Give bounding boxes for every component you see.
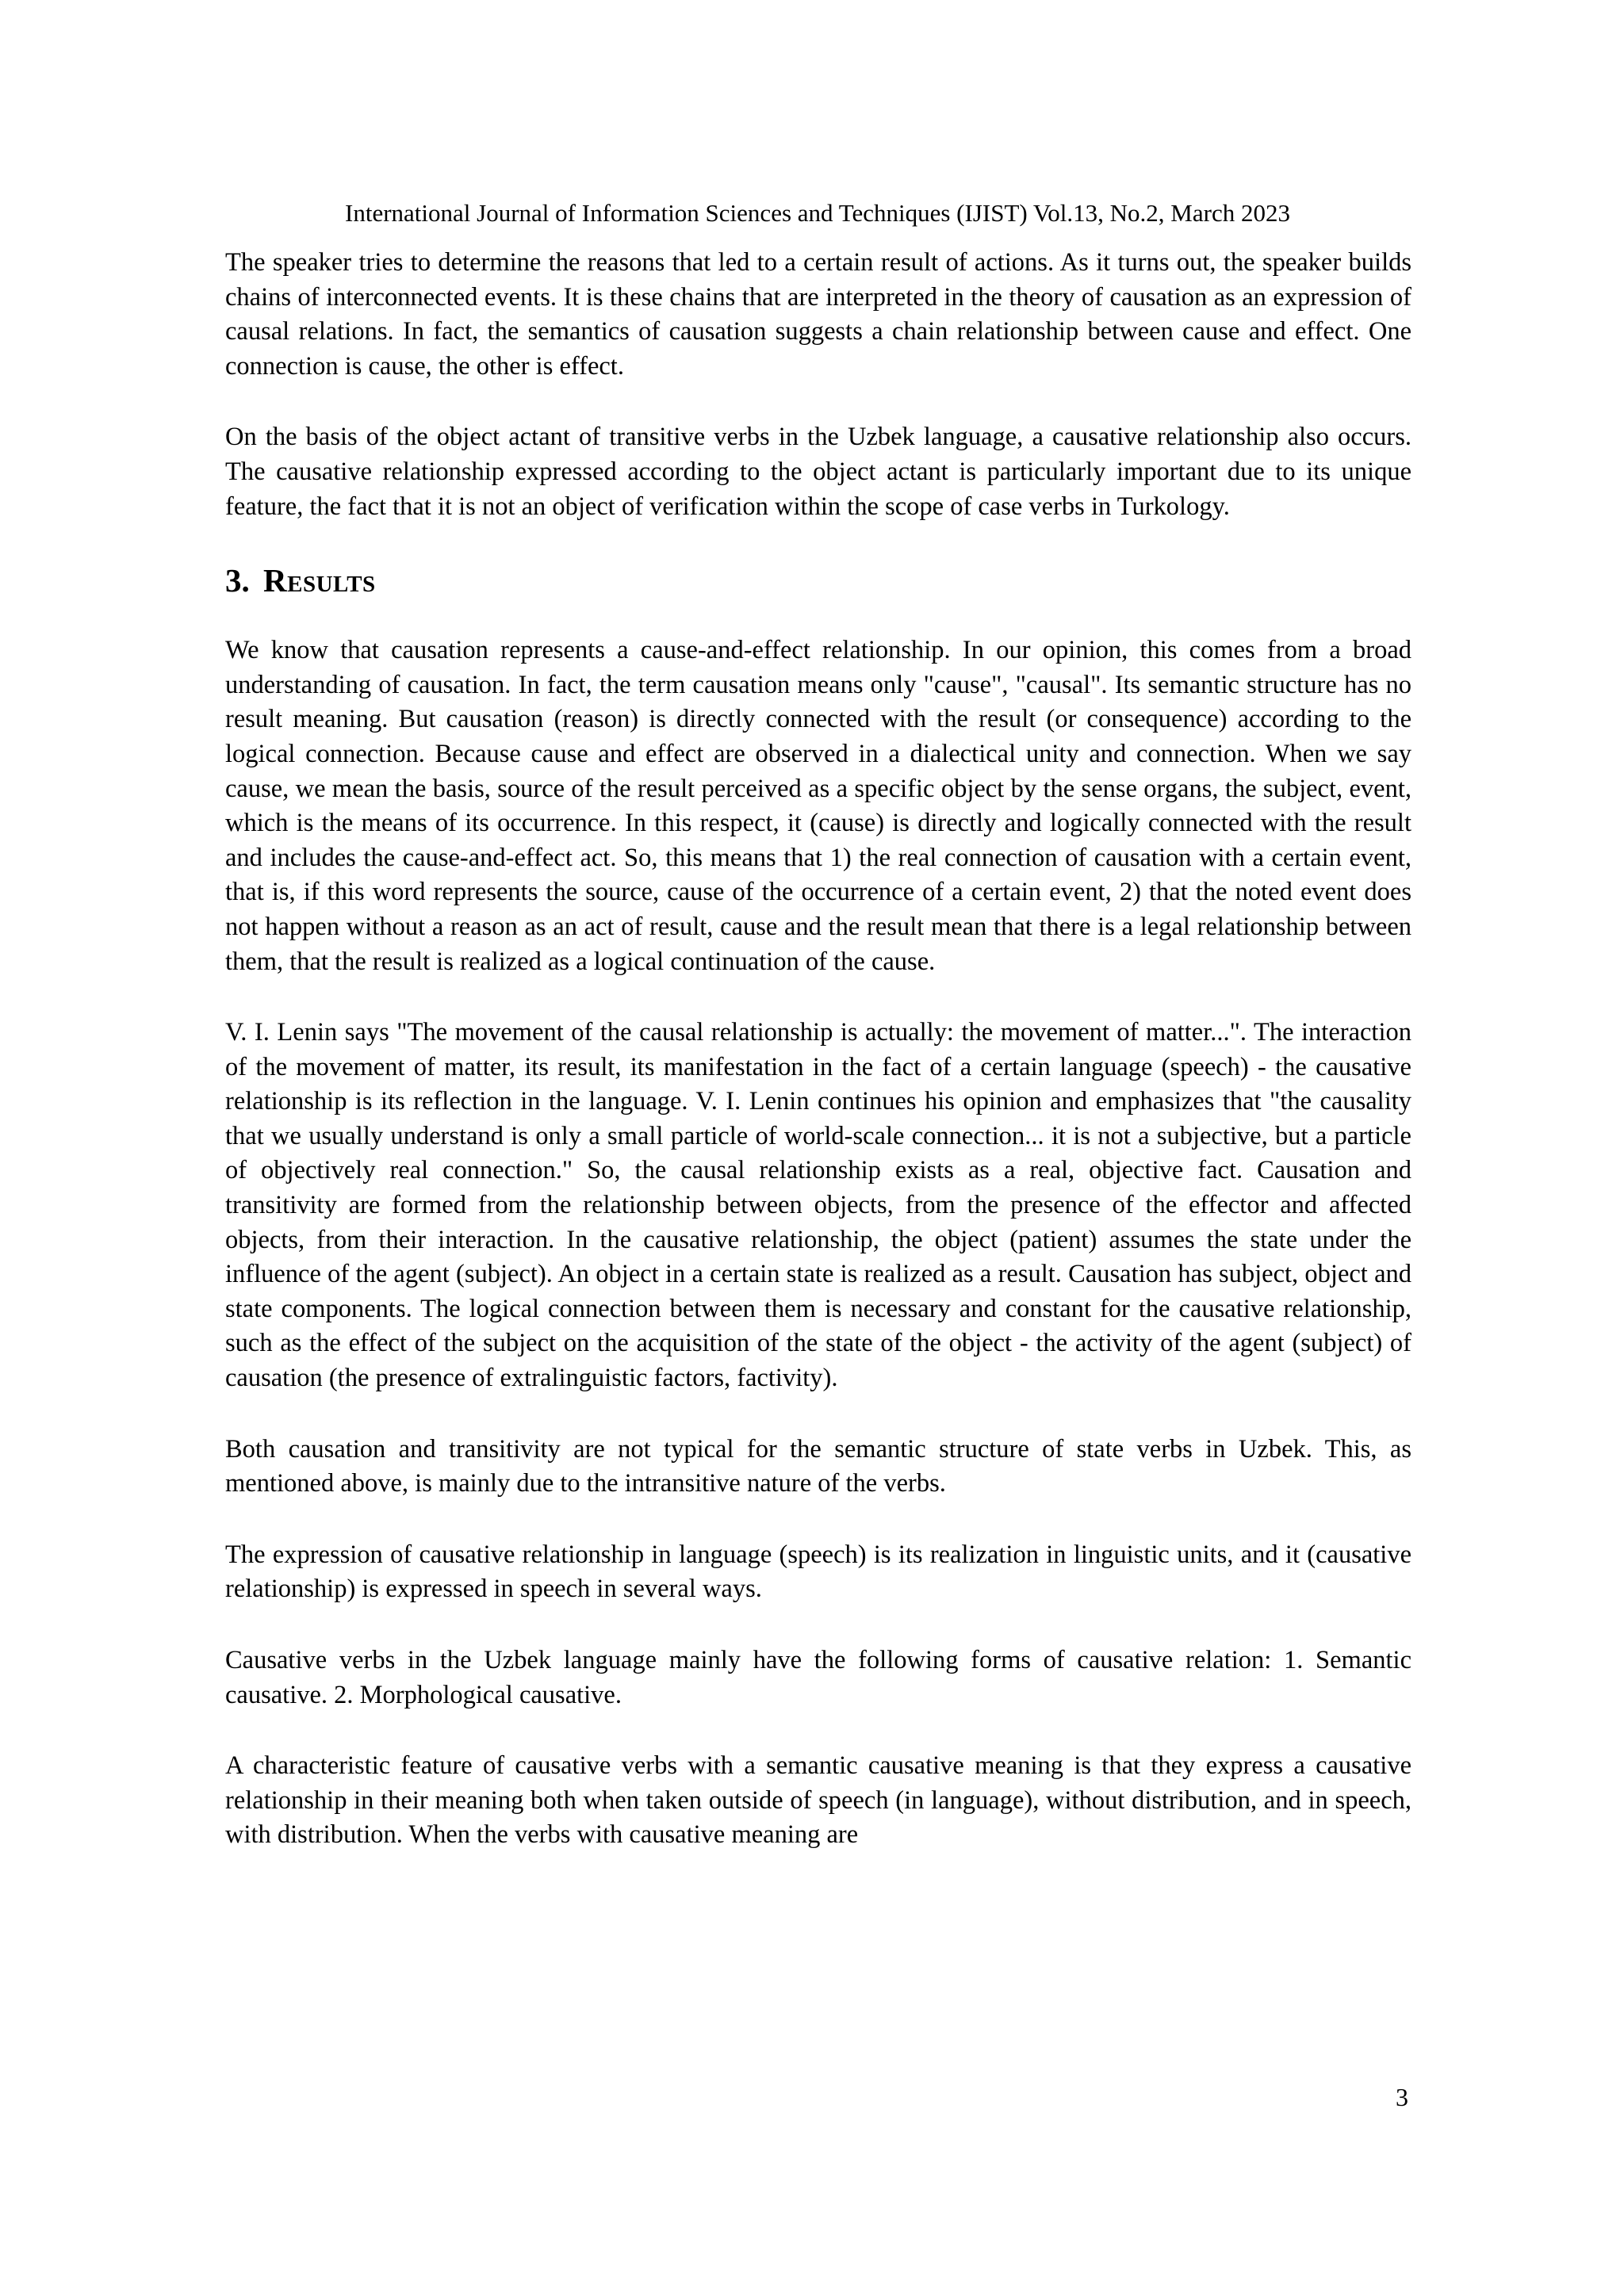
paragraph-linguistic-units: The expression of causative relationship in language (speech) is its realization in linguistic units, and it (causative relationship) is expressed in speech in several ways. — [225, 1540, 1411, 1604]
paragraph-speaker-reasons: The speaker tries to determine the reasons that led to a certain result of actions. As it turns out, the speaker builds chains of interconnected events. It is these chains that are interpreted in the theory of causation as an expression of causal relations. In fact, the semantics of causation suggests a chain relationship between cause and effect. One connection is cause, the other is effect. — [225, 248, 1411, 381]
running-header: International Journal of Information Sciences and Techniques (IJIST) Vol.13, No.2, March 2023 — [345, 199, 1290, 227]
paragraph-causative-forms: Causative verbs in the Uzbek language mainly have the following forms of causative relation: 1. Semantic causative. 2. Morphological causative. — [225, 1646, 1411, 1709]
paragraph-lenin-quote: V. I. Lenin says "The movement of the causal relationship is actually: the movement of matter...". The interaction of the movement of matter, its result, its manifestation in the fact of a certain language (speech) - the causative relationship is its reflection in the language. V. I. Lenin continues his opinion and emphasizes that "the causality that we usually understand is only a small particle of world-scale connection... it is not a subjective, but a particle of objectively real connection." So, the causal relationship exists as a real, objective fact. Causation and transitivity are formed from the relationship between objects, from the presence of the effector and affected objects, from their interaction. In the causative relationship, the object (patient) assumes the state under the influence of the agent (subject). An object in a certain state is realized as a result. Causation has subject, object and state components. The logical connection between them is necessary and constant for the causative relationship, such as the effect of the subject on the acquisition of the state of the object - the activity of the agent (subject) of causation (the presence of extralinguistic factors, factivity). — [225, 1018, 1411, 1393]
paragraph-object-actant: On the basis of the object actant of transitive verbs in the Uzbek language, a causative relationship also occurs. The causative relationship expressed according to the object actant is particularly important due to its unique feature, the fact that it is not an object of verification within the scope of case verbs in Turkology. — [225, 423, 1411, 521]
paragraph-causation-definition: We know that causation represents a cause-and-effect relationship. In our opinion, this comes from a broad understanding of causation. In fact, the term causation means only "cause", "causal". Its semantic structure has no result meaning. But causation (reason) is directly connected with the result (or consequence) according to the logical connection. Because cause and effect are observed in a dialectical unity and connection. When we say cause, we mean the basis, source of the result perceived as a specific object by the sense organs, the subject, event, which is the means of its occurrence. In this respect, it (cause) is directly and logically connected with the result and includes the cause-and-effect act. So, this means that 1) the real connection of causation with a certain event, that is, if this word represents the source, cause of the occurrence of a certain event, 2) that the noted event does not happen without a reason as an act of result, cause and the result mean that there is a legal relationship between them, that the result is realized as a logical continuation of the cause. — [225, 636, 1411, 976]
section-heading-results — [225, 559, 1411, 602]
page-number: 3 — [1396, 2083, 1408, 2111]
page-body — [225, 246, 1411, 1853]
section-title: Results — [263, 562, 376, 599]
paragraph-semantic-causative: A characteristic feature of causative verbs with a semantic causative meaning is that they express a causative relationship in their meaning both when taken outside of speech (in language), without distribution, and in speech, with distribution. When the verbs with causative meaning are — [225, 1751, 1411, 1850]
section-number: 3. — [225, 562, 250, 599]
paragraph-state-verbs: Both causation and transitivity are not typical for the semantic structure of state verbs in Uzbek. This, as mentioned above, is mainly due to the intransitive nature of the verbs. — [225, 1434, 1411, 1498]
